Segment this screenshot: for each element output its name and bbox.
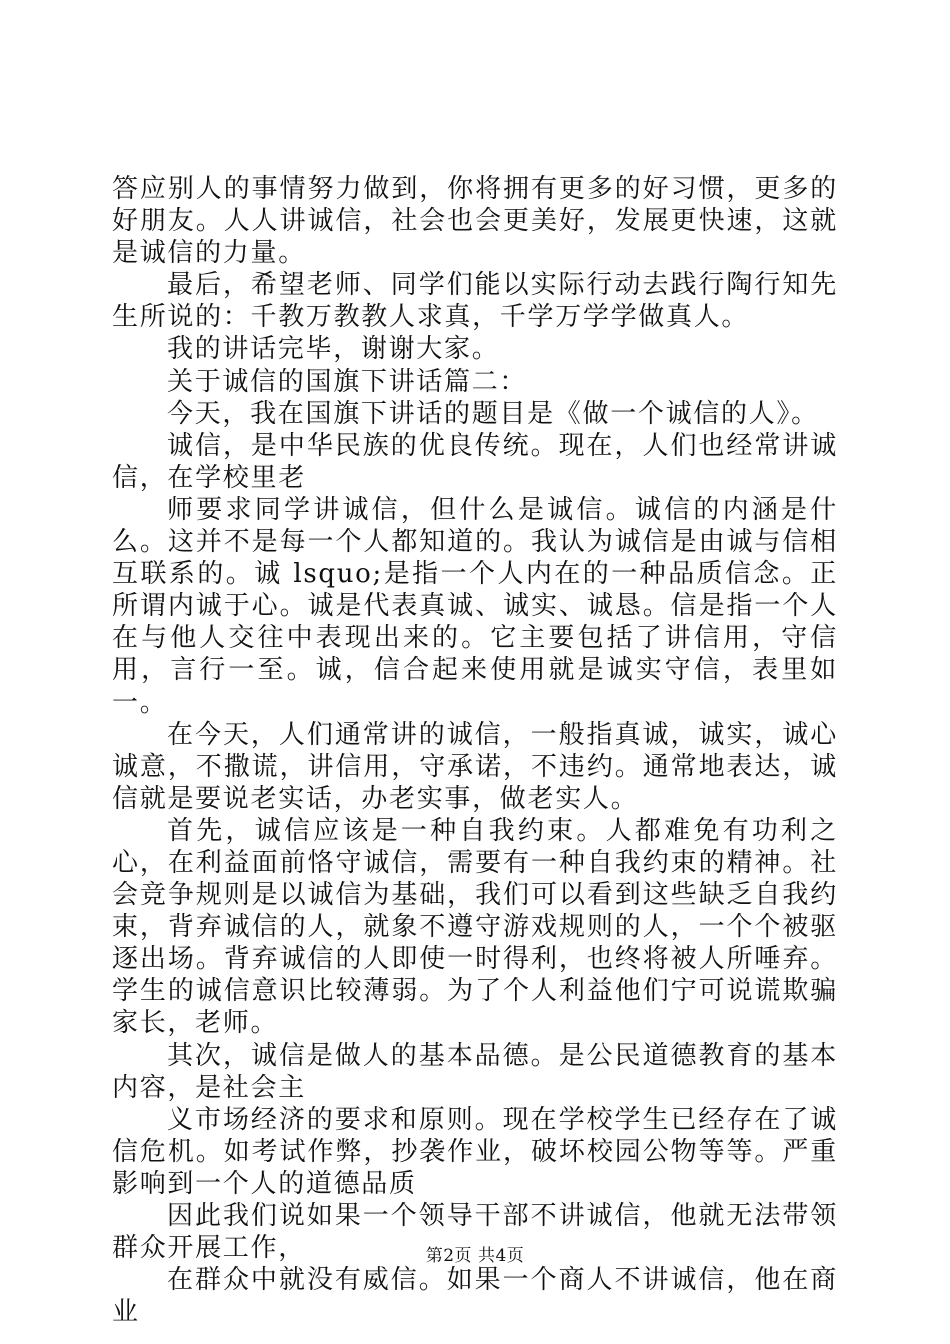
paragraph: 诚信，是中华民族的优良传统。现在，人们也经常讲诚信，在学校里老 (112, 430, 838, 493)
page-footer: 第2页 共4页 (425, 1246, 525, 1266)
document-body (112, 173, 838, 1328)
paragraph: 在群众中就没有威信。如果一个商人不讲诚信，他在商业 (112, 1265, 838, 1328)
paragraph: 关于诚信的国旗下讲话篇二： (167, 366, 528, 397)
paragraph: 在今天，人们通常讲的诚信，一般指真诚，诚实，诚心诚意，不撒谎，讲信用，守承诺，不违约。通常地表达，诚信就是要说老实话，办老实事，做老实人。 (112, 719, 838, 814)
paragraph: 义市场经济的要求和原则。现在学校学生已经存在了诚信危机。如考试作弊，抄袭作业，破坏校园公物等等。严重影响到一个人的道德品质 (112, 1104, 838, 1199)
paragraph: 因此我们说如果一个领导干部不讲诚信，他就无法带领群众开展工作， (112, 1201, 838, 1264)
paragraph: 答应别人的事情努力做到，你将拥有更多的好习惯，更多的好朋友。人人讲诚信，社会也会更美好，发展更快速，这就是诚信的力量。 (112, 174, 838, 269)
paragraph: 其次，诚信是做人的基本品德。是公民道德教育的基本内容，是社会主 (112, 1040, 838, 1103)
paragraph: 师要求同学讲诚信，但什么是诚信。诚信的内涵是什么。这并不是每一个人都知道的。我认为诚信是由诚与信相互联系的。诚 lsquo;是指一个人内在的一种品质信念。正所谓内诚于心。诚是代表真诚、诚实、诚恳。信是指一个人在与他人交往中表现出来的。它主要包括了讲信用，守信用，言行一至。诚，信合起来使用就是诚实守信，表里如一。 (112, 494, 838, 718)
paragraph: 我的讲话完毕，谢谢大家。 (167, 334, 500, 365)
paragraph: 今天，我在国旗下讲话的题目是《做一个诚信的人》。 (167, 398, 819, 429)
paragraph: 首先，诚信应该是一种自我约束。人都难免有功利之心，在利益面前恪守诚信，需要有一种自我约束的精神。社会竞争规则是以诚信为基础，我们可以看到这些缺乏自我约束，背弃诚信的人，就象不遵守游戏规则的人，一个个被驱逐出场。背弃诚信的人即使一时得利，也终将被人所唾弃。学生的诚信意识比较薄弱。为了个人利益他们宁可说谎欺骗家长，老师。 (112, 815, 838, 1039)
paragraph: 最后，希望老师、同学们能以实际行动去践行陶行知先生所说的：千教万教教人求真，千学万学学做真人。 (112, 270, 838, 333)
